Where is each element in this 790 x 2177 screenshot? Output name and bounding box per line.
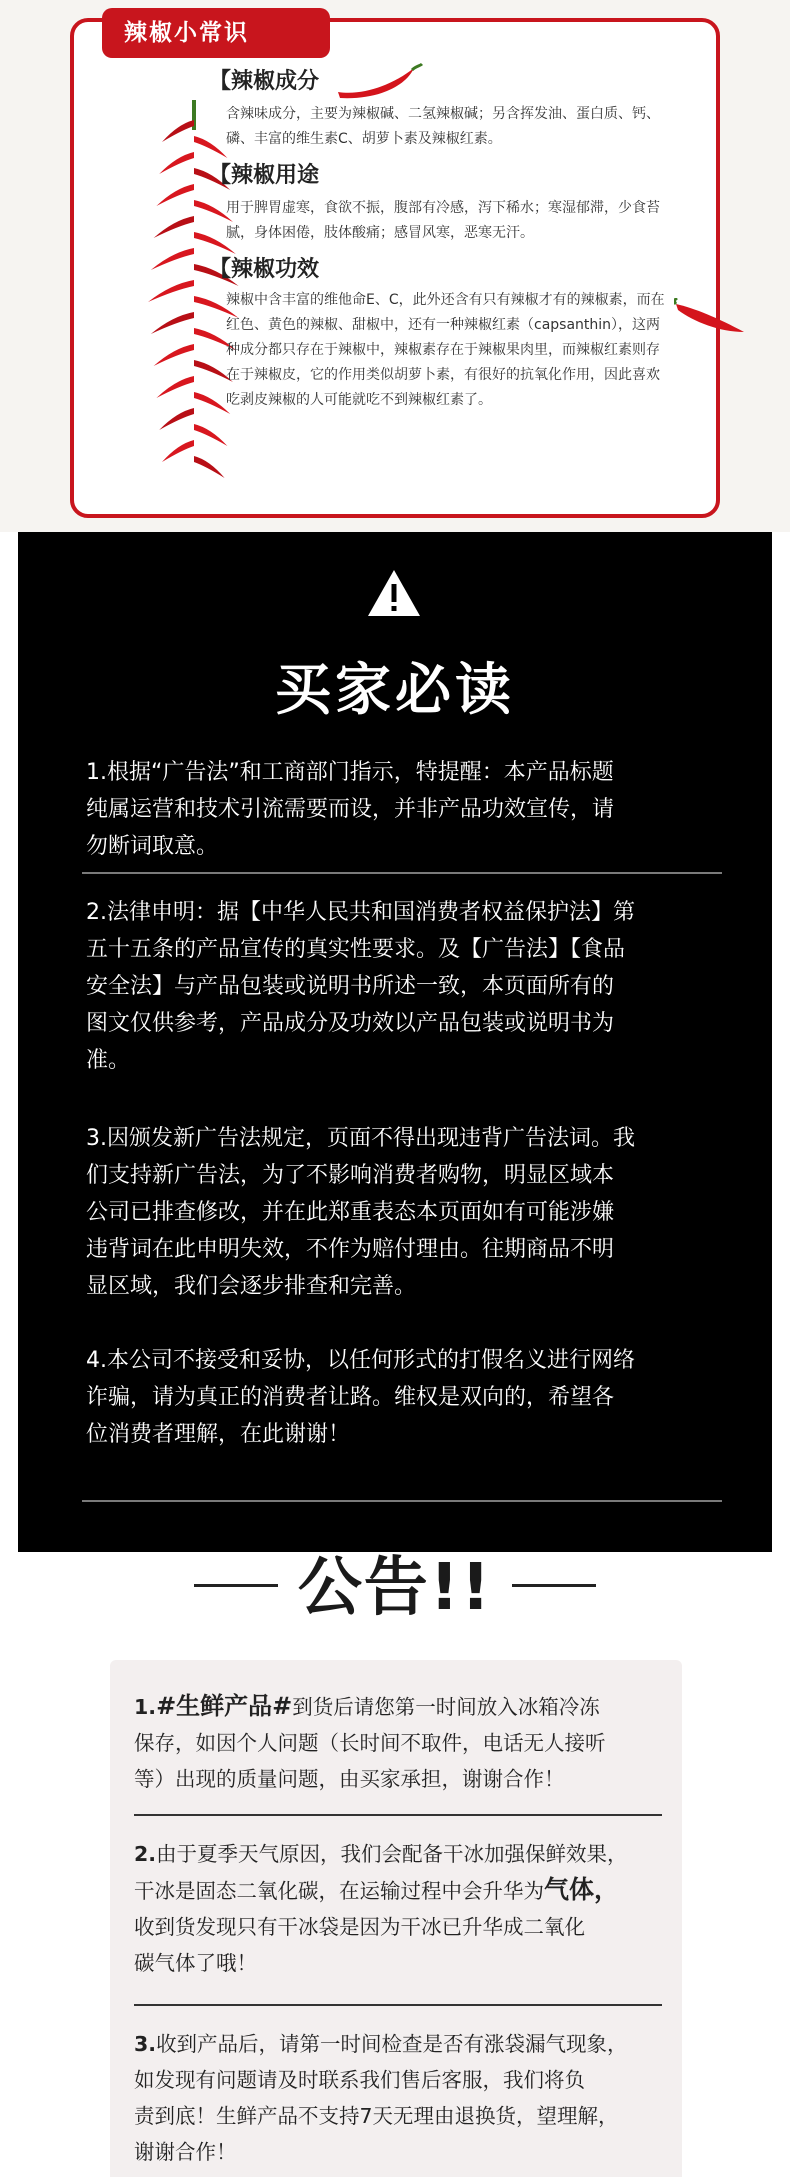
text-line [134,1836,662,1872]
text-line: 责到底！生鲜产品不支持7天无理由退换货，望理解， [134,2104,619,2128]
gas-emphasis: 气体， [544,1875,620,1904]
text-fragment: 干冰是固态二氧化碳，在运输过程中会升华为 [134,1879,544,1903]
text-line: 纯属运营和技术引流需要而设，并非产品功效宣传，请 [86,797,615,822]
chili-text-uses [226,196,696,246]
heading-line-right [512,1584,596,1587]
buyer-notice-item [86,1120,736,1305]
text-fragment: 由于夏季天气原因，我们会配备干冰加强保鲜效果， [156,1842,628,1866]
announcement-heading [0,1550,790,1626]
text-line: 吃剥皮辣椒的人可能就吃不到辣椒红素了。 [226,392,492,408]
buyer-notice-title: 买家必读 [275,658,515,723]
announcement-box [110,1660,682,2177]
text-line: 2.法律申明：据【中华人民共和国消费者权益保护法】第 [86,900,635,925]
text-line [134,1872,662,1909]
text-line: 用于脾胃虚寒，食欲不振，腹部有冷感，泻下稀水；寒湿郁滞，少食苔 [226,200,660,216]
text-line: 位消费者理解，在此谢谢！ [86,1422,351,1447]
text-line: 磷、丰富的维生素C、胡萝卜素及辣椒红素。 [226,131,502,147]
buyer-notice-item [86,754,736,865]
text-line: 收到货发现只有干冰袋是因为干冰已升华成二氧化 [134,1915,585,1939]
text-line: 红色、黄色的辣椒、甜椒中，还有一种辣椒红素（capsanthin），这两 [226,317,661,333]
chili-text-effects [226,288,696,413]
text-line: 保存，如因个人问题（长时间不取件，电话无人接听 [134,1731,606,1755]
text-fragment: 到货后请您第一时间放入冰箱冷冻 [292,1695,600,1719]
announcement-title: 公告!! [297,1551,493,1625]
chili-heading-uses: 【辣椒用途 [209,163,320,188]
text-line: 含辣味成分，主要为辣椒碱、二氢辣椒碱；另含挥发油、蛋白质、钙、 [226,106,660,122]
text-line [134,1688,662,1725]
text-line [134,2026,662,2062]
text-line: 如发现有问题请及时联系我们售后客服，我们将负 [134,2068,585,2092]
text-line: 在于辣椒皮，它的作用类似胡萝卜素，有很好的抗氧化作用，因此喜欢 [226,367,660,383]
buyer-notice-item [86,894,736,1079]
text-line: 种成分都只存在于辣椒中，辣椒素存在于辣椒果肉里，而辣椒红素则存 [226,342,660,358]
fresh-product-tag: #生鲜产品# [156,1692,293,1720]
text-line: 4.本公司不接受和妥协，以任何形式的打假名义进行网络 [86,1348,635,1373]
chili-info-card [70,18,720,518]
text-line: 准。 [86,1048,131,1073]
item-number: 1. [134,1695,157,1719]
divider [82,1500,722,1502]
text-line: 显区域，我们会逐步排查和完善。 [86,1274,417,1299]
text-line: 诈骗，请为真正的消费者让路。维权是双向的，希望各 [86,1385,615,1410]
text-line: 们支持新广告法，为了不影响消费者购物，明显区域本 [86,1163,615,1188]
chili-text-ingredients [226,102,696,152]
buyer-notice-section [18,532,772,1552]
text-line: 勿断词取意。 [86,834,219,859]
text-line: 图文仅供参考，产品成分及功效以产品包装或说明书为 [86,1011,615,1036]
text-line: 谢谢合作！ [134,2140,237,2164]
text-line: 违背词在此申明失效，不作为赔付理由。往期商品不明 [86,1237,615,1262]
warning-triangle-icon [366,568,422,618]
text-line: 碳气体了哦！ [134,1951,257,1975]
announcement-item [134,2026,662,2170]
item-number: 3. [134,2032,157,2056]
text-line: 1.根据“广告法”和工商部门指示，特提醒：本产品标题 [86,760,614,785]
text-line: 3.因颁发新广告法规定，页面不得出现违背广告法词。我 [86,1126,635,1151]
chili-heading-ingredients: 【辣椒成分 [209,69,320,94]
announcement-item [134,1836,662,1981]
chili-info-section [0,0,790,532]
buyer-notice-item [86,1342,736,1453]
chili-pepper-icon [334,62,424,102]
divider [134,1814,662,1816]
item-number: 2. [134,1842,157,1866]
text-line: 公司已排查修改，并在此郑重表态本页面如有可能涉嫌 [86,1200,615,1225]
text-line: 五十五条的产品宣传的真实性要求。及【广告法】【食品 [86,937,626,962]
text-line: 等）出现的质量问题，由买家承担，谢谢合作！ [134,1767,565,1791]
chili-card-title: 辣椒小常识 [102,8,330,58]
divider [134,2004,662,2006]
text-line: 腻，身体困倦，肢体酸痛；感冒风寒，恶寒无汗。 [226,225,534,241]
text-line: 辣椒中含丰富的维他命E、C，此外还含有只有辣椒才有的辣椒素，而在 [226,292,665,308]
text-fragment: 收到产品后，请第一时间检查是否有涨袋漏气现象， [156,2032,628,2056]
announcement-item [134,1688,662,1797]
divider [82,872,722,874]
chili-heading-effects: 【辣椒功效 [209,257,320,282]
text-line: 安全法】与产品包装或说明书所述一致，本页面所有的 [86,974,615,999]
